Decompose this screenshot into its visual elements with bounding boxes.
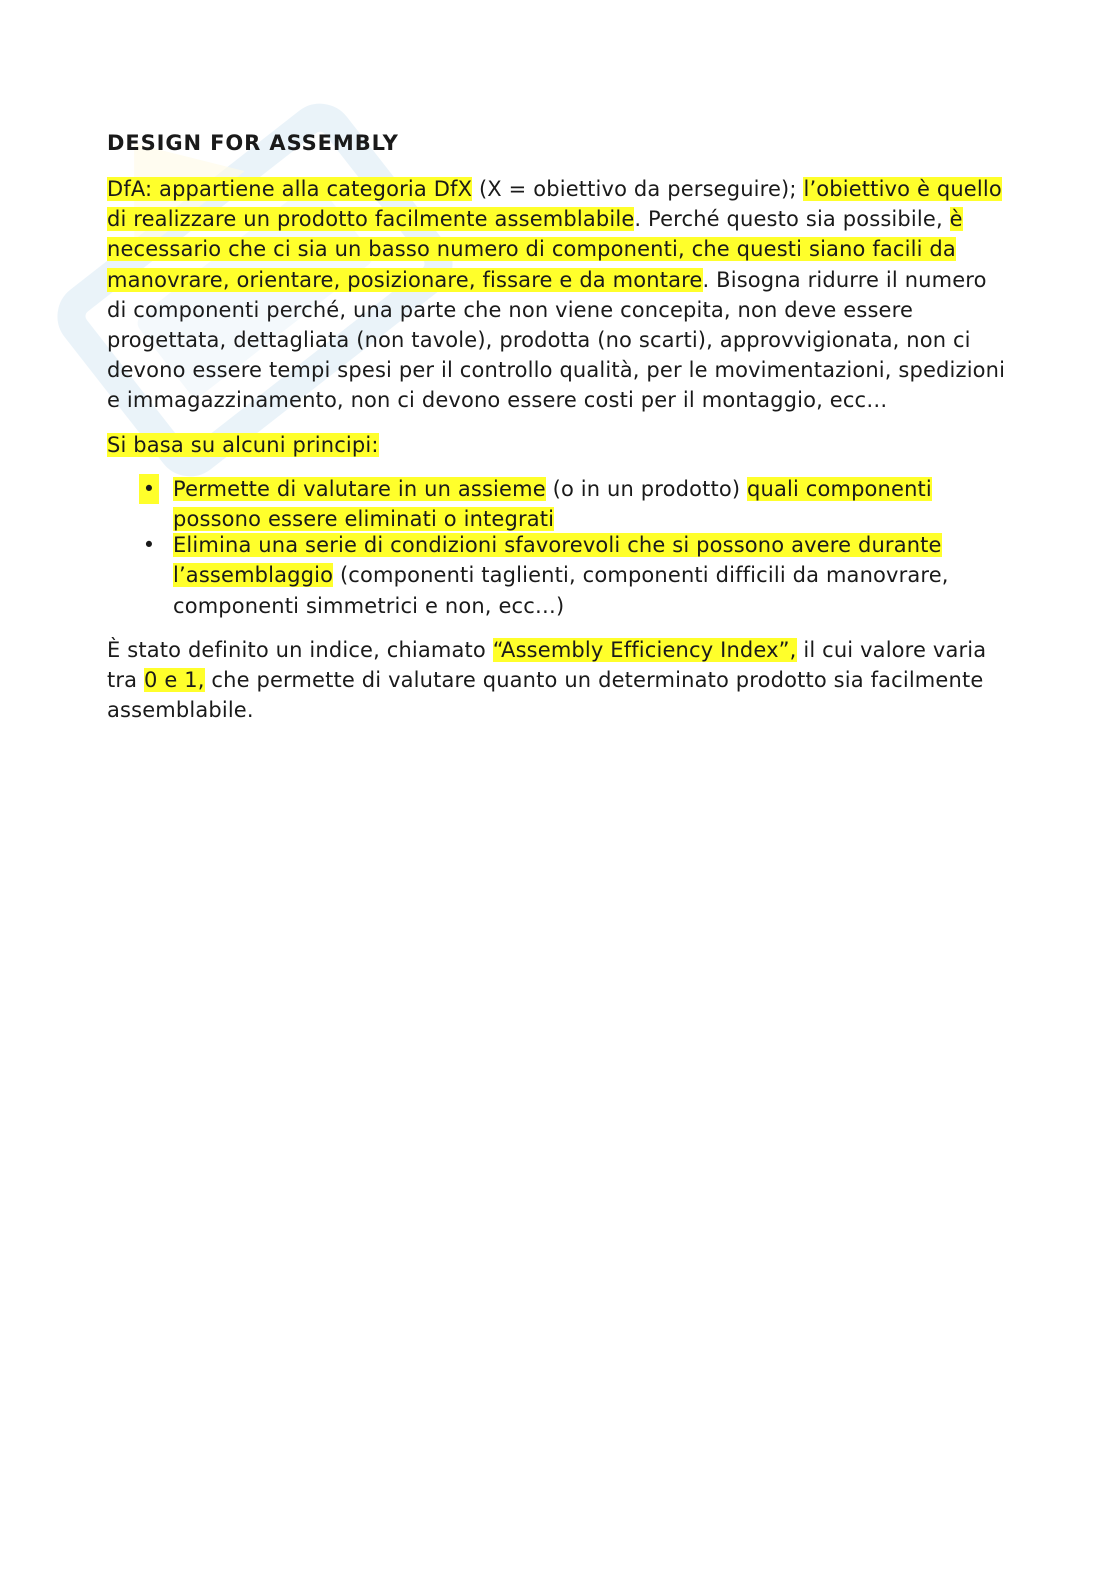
body-text: (componenti taglienti, componenti difficili da manovrare, componenti simmetrici e non, ecc…) xyxy=(173,563,949,618)
page-title: DESIGN FOR ASSEMBLY xyxy=(107,131,399,155)
highlighted-text: “Assembly Efficiency Index”, xyxy=(492,637,797,662)
paragraph-intro xyxy=(107,174,1007,416)
body-text: il cui valore varia tra xyxy=(107,637,987,693)
highlighted-text: Permette di valutare in un assieme xyxy=(173,476,546,501)
highlighted-text: l’obiettivo è quello di realizzare un prodotto facilmente assemblabile xyxy=(107,177,1002,232)
highlighted-text: Si basa su alcuni principi: xyxy=(107,432,379,457)
body-text: che permette di valutare quanto un determinato prodotto sia facilmente assemblabile. xyxy=(107,668,984,723)
body-text: È stato definito un indice, chiamato xyxy=(107,637,493,662)
document-body xyxy=(107,128,1007,739)
principles-list xyxy=(107,474,1007,621)
highlighted-text: è necessario che ci sia un basso numero di componenti, che questi siano facili da manovrare, orientare, posizionare, fissare e da montare xyxy=(107,207,963,292)
highlighted-text: Elimina una serie di condizioni sfavorevoli che si possono avere durante l’assemblaggio xyxy=(173,533,942,588)
body-text: . Bisogna ridurre il numero di componenti perché, una parte che non viene concepita, non deve essere progettata, dettagliata (non tavole), prodotta (no scarti), approvvigionata, non ci devono essere tempi spesi per il controllo qualità, per le movimentazioni, spedizioni e immagazzinamento, non ci devono essere costi per il montaggio, ecc… xyxy=(107,267,1006,413)
bullet-icon: • xyxy=(139,474,159,504)
body-text: . Perché questo sia possibile, xyxy=(634,207,950,232)
list-item xyxy=(107,474,1007,534)
highlighted-text: 0 e 1, xyxy=(144,668,205,693)
paragraph-principles-intro xyxy=(107,430,1007,460)
highlighted-text: quali componenti possono essere eliminati o integrati xyxy=(173,476,932,532)
paragraph-efficiency-index xyxy=(107,635,1007,726)
list-item xyxy=(107,530,1007,621)
body-text: (o in un prodotto) xyxy=(545,476,748,501)
highlighted-text: DfA: appartiene alla categoria DfX xyxy=(107,177,473,201)
body-text: (X = obiettivo da perseguire); xyxy=(472,177,804,201)
bullet-icon: • xyxy=(142,533,156,558)
